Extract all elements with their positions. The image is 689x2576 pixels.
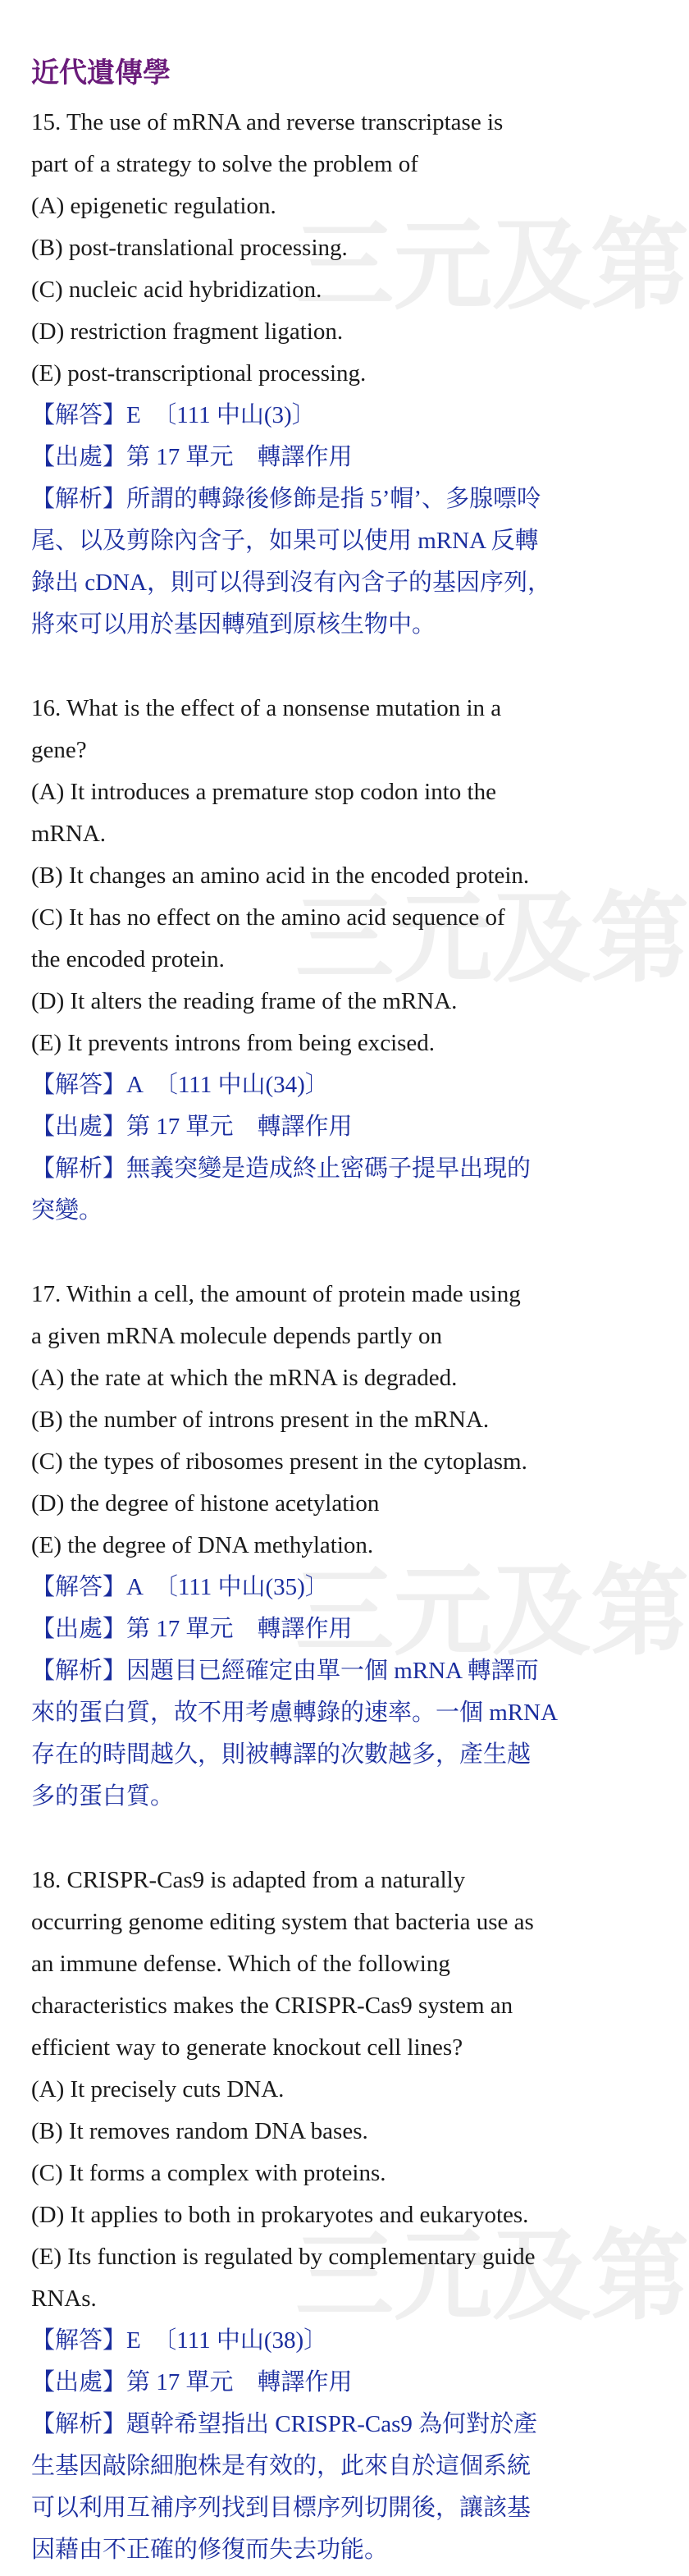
explanation-tag: 【解析】	[31, 486, 127, 512]
watermark-char: 第	[591, 2220, 689, 2334]
answer-tag: 【解答】	[31, 1072, 127, 1098]
question-16	[31, 688, 630, 1232]
watermark-char: 及	[492, 882, 591, 996]
explanation-text: 因題目已經確定由單一個 mRNA 轉譯而	[126, 1658, 539, 1684]
source-value: 第 17 單元 轉譯作用	[126, 1114, 353, 1140]
explanation-tag: 【解析】	[31, 2411, 127, 2437]
source-value: 第 17 單元 轉譯作用	[126, 444, 353, 470]
source-tag: 【出處】	[31, 2369, 127, 2395]
explanation-text: 多的蛋白質。	[31, 1783, 175, 1810]
source-line	[31, 1608, 630, 1650]
explanation-text: 生基因敲除細胞株是有效的，此來自於這個系統	[31, 2453, 532, 2479]
source-line	[31, 437, 630, 478]
question-stem: a given mRNA molecule depends partly on	[31, 1323, 442, 1349]
question-stem: 17. Within a cell, the amount of protein made using	[31, 1281, 521, 1307]
question-17	[31, 1274, 630, 1818]
explanation-text: 可以利用互補序列找到目標序列切開後，讓該基	[31, 2495, 532, 2521]
answer-value: A 〔111 中山(34)〕	[126, 1072, 329, 1098]
watermark-char: 第	[591, 1555, 689, 1669]
explanation-text: 來的蛋白質，故不用考慮轉錄的速率。一個 mRNA	[31, 1700, 559, 1726]
option-e: (E) Its function is regulated by complementary guide	[31, 2244, 536, 2270]
watermark-char: 及	[492, 209, 591, 323]
answer-line	[31, 395, 630, 437]
explanation-tag: 【解析】	[31, 1155, 127, 1182]
spacer	[31, 646, 630, 688]
option-e-cont: RNAs.	[31, 2285, 97, 2312]
option-c-cont: the encoded protein.	[31, 946, 225, 972]
option-b: (B) post-translational processing.	[31, 235, 348, 261]
source-tag: 【出處】	[31, 1616, 127, 1642]
question-stem: 18. CRISPR-Cas9 is adapted from a naturally	[31, 1867, 466, 1893]
option-a: (A) the rate at which the mRNA is degraded.	[31, 1365, 458, 1391]
question-stem: characteristics makes the CRISPR-Cas9 system an	[31, 1993, 513, 2019]
option-a: (A) epigenetic regulation.	[31, 193, 276, 219]
explanation-text: 所謂的轉錄後修飾是指 5’帽’、多腺嘌呤	[126, 486, 541, 512]
answer-tag: 【解答】	[31, 402, 127, 428]
source-line	[31, 2362, 630, 2404]
answer-line	[31, 1567, 630, 1608]
answer-line	[31, 1064, 630, 1106]
watermark-char: 元	[394, 882, 492, 996]
watermark-char: 三	[295, 1555, 394, 1669]
source-value: 第 17 單元 轉譯作用	[126, 1616, 353, 1642]
answer-value: E 〔111 中山(3)〕	[126, 402, 316, 428]
watermark-char: 元	[394, 209, 492, 323]
option-d: (D) restriction fragment ligation.	[31, 318, 344, 345]
watermark-char: 三	[295, 882, 394, 996]
source-line	[31, 1106, 630, 1148]
option-a-cont: mRNA.	[31, 821, 107, 847]
spacer	[31, 1232, 630, 1274]
explanation-line	[31, 478, 630, 520]
explanation-line	[31, 1650, 630, 1692]
option-d: (D) It applies to both in prokaryotes and eukaryotes.	[31, 2202, 529, 2228]
explanation-tag: 【解析】	[31, 1658, 127, 1684]
option-e: (E) It prevents introns from being excised.	[31, 1030, 436, 1056]
option-e: (E) the degree of DNA methylation.	[31, 1532, 374, 1558]
answer-value: E 〔111 中山(38)〕	[126, 2327, 328, 2354]
question-stem: gene?	[31, 737, 87, 763]
option-c: (C) It has no effect on the amino acid sequence of	[31, 904, 505, 931]
question-stem: 16. What is the effect of a nonsense mutation in a	[31, 695, 502, 721]
explanation-text: 無義突變是造成終止密碼子提早出現的	[126, 1155, 532, 1182]
watermark-char: 三	[295, 2220, 394, 2334]
explanation-text: 存在的時間越久，則被轉譯的次數越多，產生越	[31, 1741, 532, 1768]
option-b: (B) It changes an amino acid in the encoded protein.	[31, 862, 530, 889]
document-body	[31, 51, 630, 2571]
answer-line	[31, 2320, 630, 2362]
source-tag: 【出處】	[31, 1114, 127, 1140]
option-a: (A) It precisely cuts DNA.	[31, 2076, 285, 2102]
option-e: (E) post-transcriptional processing.	[31, 360, 367, 387]
watermark-char: 第	[591, 882, 689, 996]
question-15	[31, 102, 630, 646]
option-d: (D) the degree of histone acetylation	[31, 1490, 380, 1517]
option-b: (B) the number of introns present in the mRNA.	[31, 1407, 490, 1433]
question-stem: 15. The use of mRNA and reverse transcriptase is	[31, 109, 504, 135]
option-a: (A) It introduces a premature stop codon into the	[31, 779, 496, 805]
watermark-char: 第	[591, 209, 689, 323]
explanation-text: 錄出 cDNA，則可以得到沒有內含子的基因序列，	[31, 570, 551, 596]
option-c: (C) nucleic acid hybridization.	[31, 277, 322, 303]
option-c: (C) the types of ribosomes present in the cytoplasm.	[31, 1448, 527, 1475]
watermark-char: 元	[394, 2220, 492, 2334]
option-d: (D) It alters the reading frame of the mRNA.	[31, 988, 458, 1014]
spacer	[31, 1818, 630, 1860]
explanation-text: 因藉由不正確的修復而失去功能。	[31, 2537, 389, 2563]
explanation-text: 題幹希望指出 CRISPR-Cas9 為何對於產	[126, 2411, 538, 2437]
watermark-char: 元	[394, 1555, 492, 1669]
answer-tag: 【解答】	[31, 1574, 127, 1600]
explanation-text: 將來可以用於基因轉殖到原核生物中。	[31, 611, 436, 638]
option-c: (C) It forms a complex with proteins.	[31, 2160, 386, 2186]
question-stem: occurring genome editing system that bacteria use as	[31, 1909, 534, 1935]
watermark-char: 三	[295, 209, 394, 323]
explanation-text: 尾、以及剪除內含子，如果可以使用 mRNA 反轉	[31, 528, 539, 554]
question-stem: an immune defense. Which of the following	[31, 1951, 450, 1977]
explanation-line	[31, 2404, 630, 2446]
page-title: 近代遺傳學	[31, 58, 171, 89]
watermark-char: 及	[492, 2220, 591, 2334]
source-tag: 【出處】	[31, 444, 127, 470]
source-value: 第 17 單元 轉譯作用	[126, 2369, 353, 2395]
explanation-text: 突變。	[31, 1197, 103, 1224]
question-18	[31, 1860, 630, 2571]
question-stem: efficient way to generate knockout cell lines?	[31, 2034, 463, 2061]
answer-value: A 〔111 中山(35)〕	[126, 1574, 329, 1600]
question-stem: part of a strategy to solve the problem of	[31, 151, 418, 177]
answer-tag: 【解答】	[31, 2327, 127, 2354]
option-b: (B) It removes random DNA bases.	[31, 2118, 368, 2144]
explanation-line	[31, 1148, 630, 1190]
watermark-char: 及	[492, 1555, 591, 1669]
